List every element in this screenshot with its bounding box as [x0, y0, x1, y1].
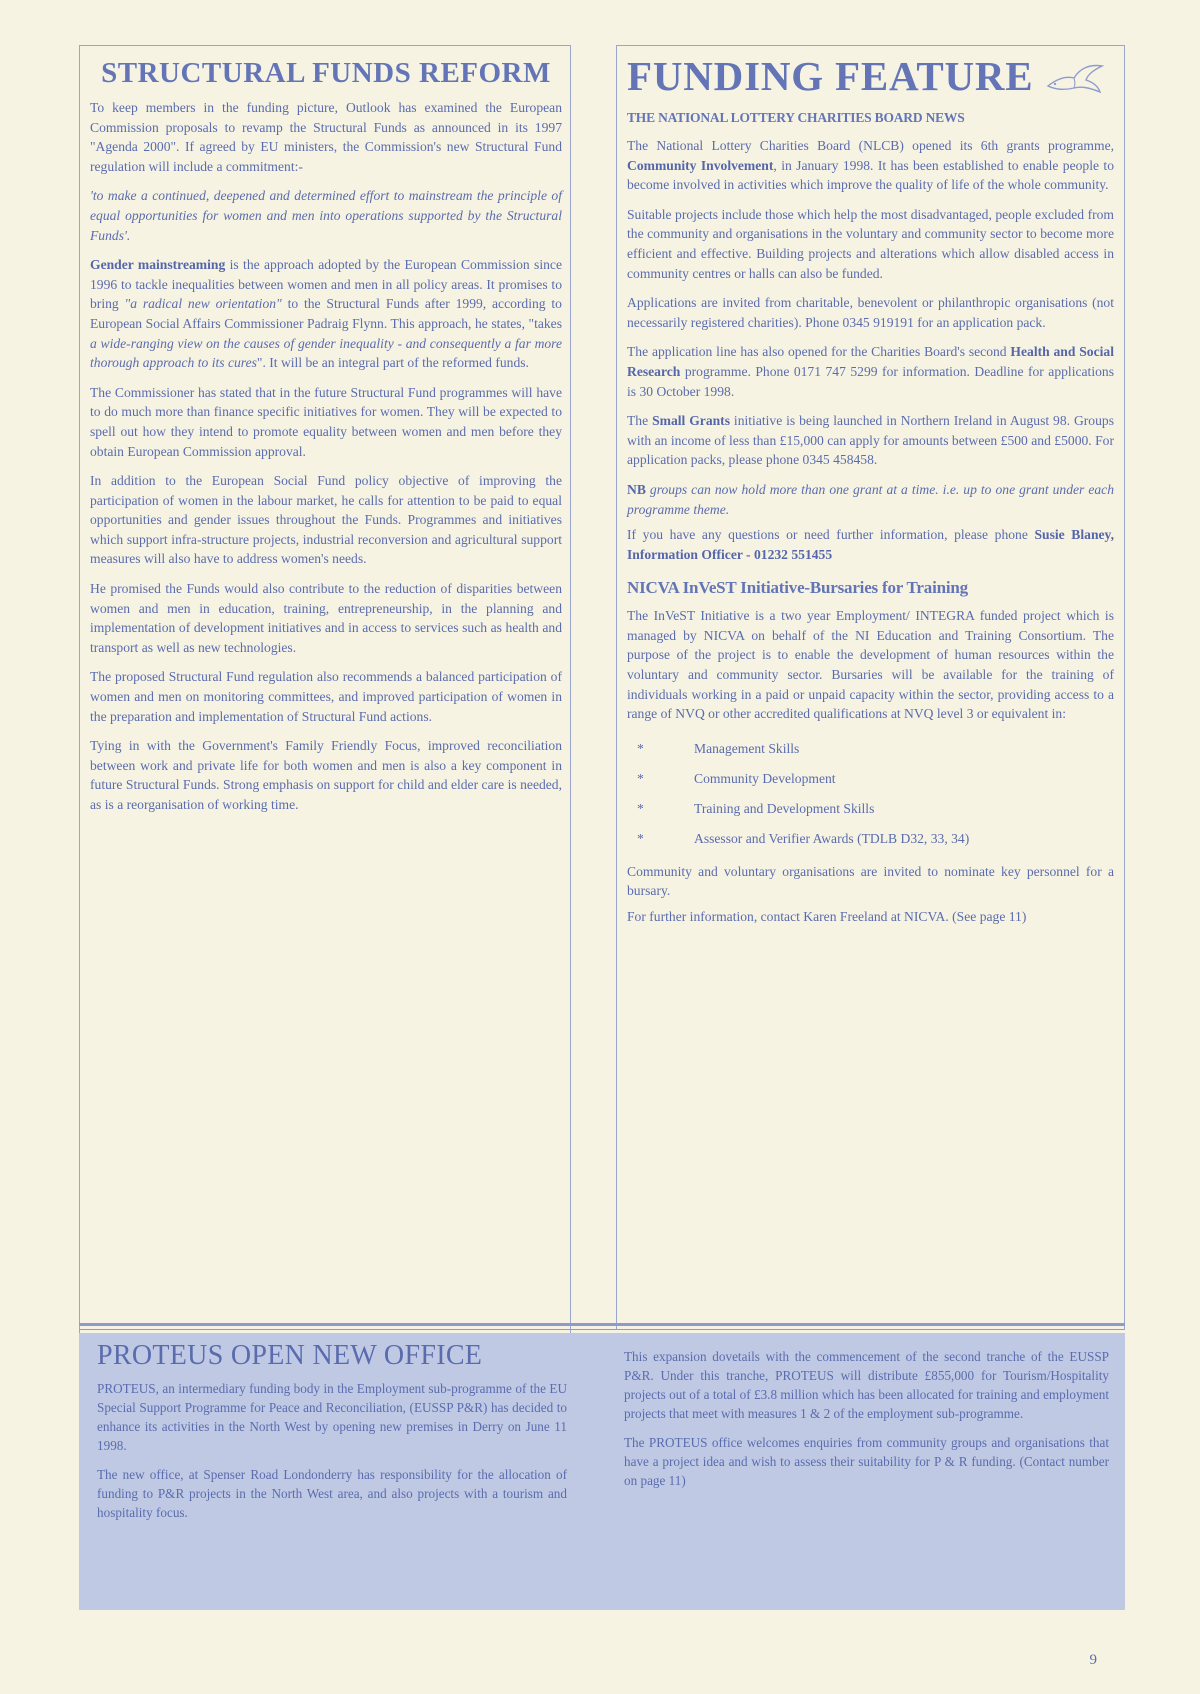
bullet-mark: * [637, 740, 644, 756]
structural-funds-article [79, 45, 571, 1335]
proteus-article [79, 1333, 1125, 1610]
programme-name: Health and Social Research [627, 344, 1114, 379]
list-item-text: Management Skills [694, 740, 800, 756]
quote-text: 'to make a continued, deepened and determined effort to mainstream the principle of equal opportunities for women and men into operations supported by the Structural Funds'. [90, 188, 562, 243]
text-run: , in January 1998. It has been established to enable people to become involved in activities which improve the quality of life of the whole community. [627, 157, 1114, 193]
paragraph: PROTEUS, an intermediary funding body in the Employment sub-programme of the EU Special Support Programme for Peace and Reconciliation, (EUSSP P&R) has decided to enhance its activities in the North West by opening new premises in Derry on June 11 1998. [97, 1381, 567, 1453]
emphasis: a wide-ranging view on the causes of gender inequality - and consequently a far more thorough approach to its cures [90, 335, 562, 371]
bullet-mark: * [637, 770, 644, 786]
paragraph: The PROTEUS office welcomes enquiries from community groups and organisations that have a project idea and wish to assess their suitability for P & R funding. (Contact number on page 11) [624, 1435, 1109, 1488]
paragraph: Suitable projects include those which help the most disadvantaged, people excluded from the community and organisations in the voluntary and community sector to become more efficient and effective. Building projects and alterations which allow disabled access in community centres or halls can also be funded. [627, 206, 1114, 281]
note-paragraph [627, 480, 1114, 519]
paragraph [627, 525, 1114, 564]
text-run: If you have any questions or need further information, please phone [627, 527, 1035, 543]
nb-label: NB [627, 481, 646, 497]
proteus-left-column [97, 1333, 567, 1532]
text-run: The [627, 413, 653, 429]
page-number: 9 [1089, 1652, 1097, 1668]
key-term: Gender mainstreaming [90, 257, 226, 273]
programme-name: Community Involvement [627, 157, 774, 173]
paragraph: Tying in with the Government's Family Friendly Focus, improved reconciliation between work and private life for both women and men is also a key component in future Structural Funds. Strong emphasis on support for child and elder care is needed, as is a reorganisation of working time. [90, 738, 562, 812]
paragraph: Applications are invited from charitable, benevolent or philanthropic organisations (not necessarily registered charities). Phone 0345 919191 for an application pack. [627, 295, 1114, 330]
paragraph: For further information, contact Karen Freeland at NICVA. (See page 11) [627, 909, 1027, 925]
text-run: initiative is being launched in Northern Ireland in August 98. Groups with an income of less than £15,000 can apply for amounts between £500 and £5000. For application packs, please phone 0345 458458. [627, 413, 1114, 468]
paragraph: The Commissioner has stated that in the future Structural Fund programmes will have to do much more than finance specific initiatives for women. They will be expected to spell out how they intend to promote equality between women and men before they obtain European Commission approval. [90, 384, 562, 459]
proteus-title: PROTEUS OPEN NEW OFFICE [97, 1340, 483, 1371]
paragraph: The new office, at Spenser Road Londonderry has responsibility for the allocation of funding to P&R projects in the North West area, and also projects with a tourism and hospitality focus. [97, 1467, 567, 1520]
contact-name: Susie Blaney, Information Officer - 01232 551455 [627, 527, 1114, 562]
proteus-right-column [624, 1347, 1109, 1500]
list-item [627, 734, 1114, 764]
list-item [627, 764, 1114, 794]
paragraph: Community and voluntary organisations are invited to nominate key personnel for a bursary. [627, 863, 1114, 899]
bullet-mark: * [637, 800, 644, 816]
qualification-list [627, 734, 1114, 854]
paragraph [90, 255, 562, 373]
text-run: to the Structural Funds after 1999, according to European Social Affairs Commissioner Padraig Flynn. This approach, he states, "takes [90, 296, 562, 331]
feature-header [627, 52, 1114, 104]
paragraph: This expansion dovetails with the commencement of the second tranche of the EUSSP P&R. Under this tranche, PROTEUS will distribute £855,000 for Tourism/Hospitality projects out of a total of £3.8 million which has been allocated for training and employment projects that meet with measures 1 & 2 of the employment sub-programme. [624, 1349, 1109, 1421]
article-title: STRUCTURAL FUNDS REFORM [101, 57, 551, 89]
invest-heading: NICVA InVeST Initiative-Bursaries for Training [627, 578, 968, 598]
bullet-mark: * [637, 830, 644, 846]
text-run: The application line has also opened for the Charities Board's second [627, 344, 1011, 360]
paragraph: He promised the Funds would also contribute to the reduction of disparities between women and men in education, training, entrepreneurship, in the planning and implementation of development initiatives and in access to services such as health and transport as well as new technologies. [90, 581, 562, 655]
list-item [627, 794, 1114, 824]
funding-feature-article [616, 45, 1125, 1330]
text-run: is the approach adopted by the European Commission since 1996 to tackle inequalities between women and men in all policy areas. It promises to bring [90, 257, 562, 312]
list-item-text: Community Development [694, 770, 836, 786]
text-run: The National Lottery Charities Board (NLCB) opened its 6th grants programme, [627, 138, 1114, 153]
quote [90, 186, 562, 245]
text-run: programme. Phone 0171 747 5299 for information. Deadline for applications is 30 October 1998. [627, 363, 1114, 399]
list-item [627, 824, 1114, 854]
feature-title: FUNDING FEATURE [627, 53, 1034, 99]
paragraph: The proposed Structural Fund regulation also recommends a balanced participation of women and men on monitoring committees, and improved participation of women in the preparation and implementation of Structural Fund actions. [90, 669, 562, 724]
paragraph: The InVeST Initiative is a two year Employment/ INTEGRA funded project which is managed by NICVA on behalf of the NI Education and Training Consortium. The purpose of the project is to enable the development of human resources within the voluntary and community sector. Bursaries will be available for the training of individuals working in a paid or unpaid capacity within the sector, providing access to a range of NVQ or other accredited qualifications at NVQ level 3 or equivalent in: [627, 608, 1114, 722]
paragraph [627, 411, 1114, 470]
programme-name: Small Grants [652, 413, 730, 429]
list-item-text: Training and Development Skills [694, 800, 875, 816]
section-divider [79, 1323, 1125, 1326]
paragraph [627, 342, 1114, 401]
feature-subtitle: THE NATIONAL LOTTERY CHARITIES BOARD NEWS [627, 110, 965, 125]
note-text: groups can now hold more than one grant at a time. i.e. up to one grant under each programme theme. [627, 481, 1114, 517]
list-item-text: Assessor and Verifier Awards (TDLB D32, 33, 34) [694, 830, 970, 846]
dove-icon [1044, 58, 1106, 98]
paragraph [627, 136, 1114, 195]
text-run: ". It will be an integral part of the reformed funds. [256, 355, 529, 371]
paragraph: To keep members in the funding picture, Outlook has examined the European Commission proposals to revamp the Structural Funds as announced in its 1997 "Agenda 2000". If agreed by EU ministers, the Commission's new Structural Fund regulation will include a commitment:- [90, 100, 562, 174]
emphasis: "a radical new orientation" [124, 296, 282, 312]
section-divider [79, 1329, 1125, 1330]
paragraph: In addition to the European Social Fund policy objective of improving the participation of women in the labour market, he calls for attention to be paid to equal opportunities and gender issues throughout the Funds. Programmes and initiatives which support infra-structure projects, industrial reconversion and agricultural support measures will also have to address women's needs. [90, 473, 562, 567]
